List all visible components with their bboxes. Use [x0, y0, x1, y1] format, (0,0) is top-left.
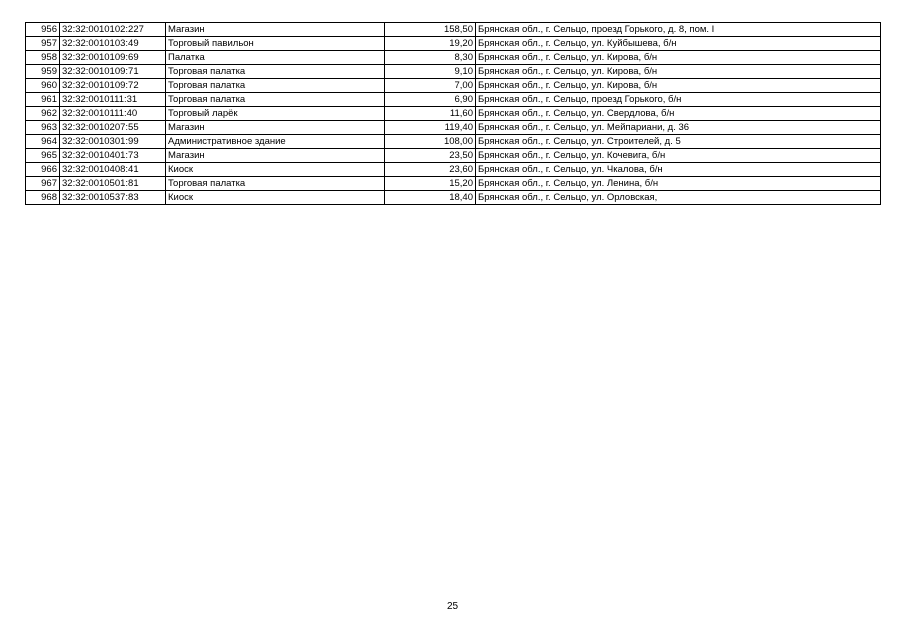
object-name-cell: Административное здание — [166, 135, 385, 149]
table-row — [26, 149, 881, 163]
object-name-cell: Магазин — [166, 121, 385, 135]
cadastral-number-cell: 32:32:0010111:31 — [60, 93, 166, 107]
row-number-cell: 956 — [26, 23, 60, 37]
row-number-cell: 967 — [26, 177, 60, 191]
area-cell: 23,60 — [385, 163, 476, 177]
table-row — [26, 93, 881, 107]
table-row — [26, 51, 881, 65]
row-number-cell: 966 — [26, 163, 60, 177]
table-row — [26, 163, 881, 177]
area-cell: 23,50 — [385, 149, 476, 163]
address-cell: Брянская обл., г. Сельцо, проезд Горького, д. 8, пом. I — [476, 23, 881, 37]
table-row — [26, 177, 881, 191]
area-cell: 7,00 — [385, 79, 476, 93]
row-number-cell: 965 — [26, 149, 60, 163]
area-cell: 158,50 — [385, 23, 476, 37]
object-name-cell: Торговая палатка — [166, 79, 385, 93]
row-number-cell: 961 — [26, 93, 60, 107]
cadastral-number-cell: 32:32:0010207:55 — [60, 121, 166, 135]
area-cell: 6,90 — [385, 93, 476, 107]
object-name-cell: Торговый ларёк — [166, 107, 385, 121]
area-cell: 119,40 — [385, 121, 476, 135]
object-name-cell: Киоск — [166, 191, 385, 205]
row-number-cell: 958 — [26, 51, 60, 65]
table-row — [26, 23, 881, 37]
address-cell: Брянская обл., г. Сельцо, ул. Орловская, — [476, 191, 881, 205]
area-cell: 8,30 — [385, 51, 476, 65]
object-name-cell: Магазин — [166, 149, 385, 163]
address-cell: Брянская обл., г. Сельцо, ул. Ленина, б/н — [476, 177, 881, 191]
table-row — [26, 135, 881, 149]
address-cell: Брянская обл., г. Сельцо, ул. Кирова, б/н — [476, 79, 881, 93]
area-cell: 108,00 — [385, 135, 476, 149]
cadastral-number-cell: 32:32:0010109:72 — [60, 79, 166, 93]
table-row — [26, 79, 881, 93]
address-cell: Брянская обл., г. Сельцо, проезд Горького, б/н — [476, 93, 881, 107]
cadastral-number-cell: 32:32:0010501:81 — [60, 177, 166, 191]
address-cell: Брянская обл., г. Сельцо, ул. Мейпариани, д. 36 — [476, 121, 881, 135]
row-number-cell: 960 — [26, 79, 60, 93]
row-number-cell: 963 — [26, 121, 60, 135]
address-cell: Брянская обл., г. Сельцо, ул. Строителей, д. 5 — [476, 135, 881, 149]
cadastral-number-cell: 32:32:0010537:83 — [60, 191, 166, 205]
cadastral-number-cell: 32:32:0010408:41 — [60, 163, 166, 177]
cadastral-number-cell: 32:32:0010109:71 — [60, 65, 166, 79]
page-number: 25 — [446, 601, 459, 612]
table-row — [26, 107, 881, 121]
address-cell: Брянская обл., г. Сельцо, ул. Куйбышева, б/н — [476, 37, 881, 51]
object-name-cell: Торговая палатка — [166, 177, 385, 191]
object-name-cell: Палатка — [166, 51, 385, 65]
cadastral-number-cell: 32:32:0010301:99 — [60, 135, 166, 149]
area-cell: 18,40 — [385, 191, 476, 205]
cadastral-number-cell: 32:32:0010102:227 — [60, 23, 166, 37]
cadastral-number-cell: 32:32:0010109:69 — [60, 51, 166, 65]
address-cell: Брянская обл., г. Сельцо, ул. Кочевига, б/н — [476, 149, 881, 163]
object-name-cell: Киоск — [166, 163, 385, 177]
registry-table-body — [26, 23, 881, 205]
address-cell: Брянская обл., г. Сельцо, ул. Кирова, б/н — [476, 65, 881, 79]
row-number-cell: 959 — [26, 65, 60, 79]
table-row — [26, 37, 881, 51]
object-name-cell: Торговая палатка — [166, 93, 385, 107]
table-row — [26, 121, 881, 135]
object-name-cell: Торговый павильон — [166, 37, 385, 51]
property-registry-table — [25, 22, 881, 205]
cadastral-number-cell: 32:32:0010401:73 — [60, 149, 166, 163]
address-cell: Брянская обл., г. Сельцо, ул. Кирова, б/н — [476, 51, 881, 65]
object-name-cell: Торговая палатка — [166, 65, 385, 79]
row-number-cell: 962 — [26, 107, 60, 121]
area-cell: 19,20 — [385, 37, 476, 51]
area-cell: 15,20 — [385, 177, 476, 191]
cadastral-number-cell: 32:32:0010111:40 — [60, 107, 166, 121]
cadastral-number-cell: 32:32:0010103:49 — [60, 37, 166, 51]
address-cell: Брянская обл., г. Сельцо, ул. Свердлова, б/н — [476, 107, 881, 121]
row-number-cell: 957 — [26, 37, 60, 51]
table-row — [26, 191, 881, 205]
address-cell: Брянская обл., г. Сельцо, ул. Чкалова, б/н — [476, 163, 881, 177]
table-row — [26, 65, 881, 79]
object-name-cell: Магазин — [166, 23, 385, 37]
area-cell: 9,10 — [385, 65, 476, 79]
row-number-cell: 964 — [26, 135, 60, 149]
area-cell: 11,60 — [385, 107, 476, 121]
row-number-cell: 968 — [26, 191, 60, 205]
